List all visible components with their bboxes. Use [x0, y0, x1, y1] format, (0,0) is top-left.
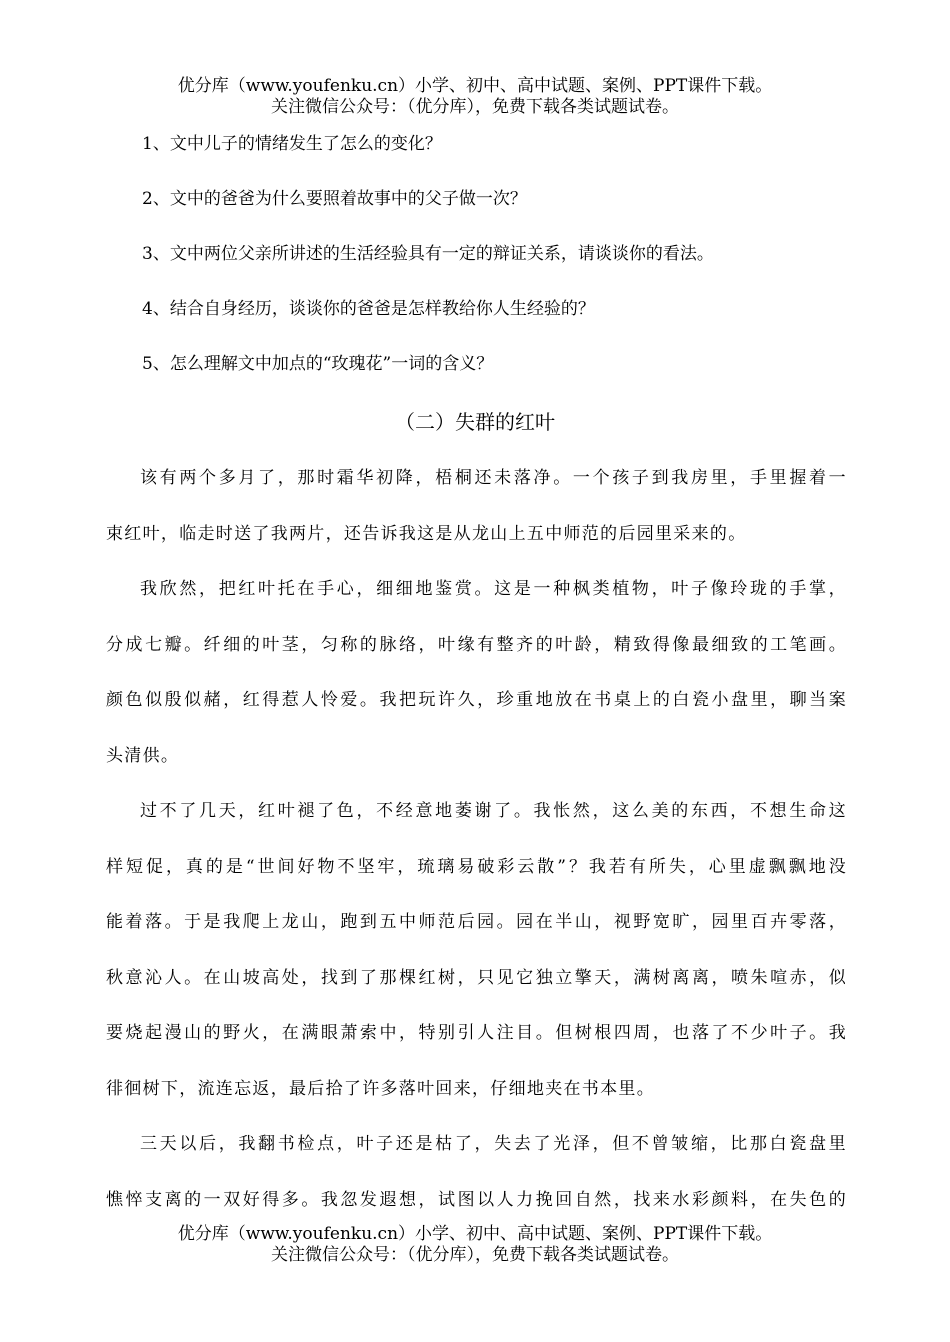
question-item: 3、文中两位父亲所讲述的生活经验具有一定的辩证关系，请谈谈你的看法。: [142, 244, 714, 264]
footer-line-1: 优分库（www.youfenku.cn）小学、初中、高中试题、案例、PPT课件下载。: [177, 1224, 773, 1244]
paragraph: [106, 1128, 847, 1216]
question-item: 4、结合自身经历，谈谈你的爸爸是怎样教给你人生经验的？: [142, 299, 595, 319]
paragraph-line: 分成七瓣。纤细的叶茎，匀称的脉络，叶缘有整齐的叶龄，精致得像最细致的工笔画。: [106, 634, 847, 655]
header-line-1: 优分库（www.youfenku.cn）小学、初中、高中试题、案例、PPT课件下载。: [177, 76, 773, 96]
paragraph: [106, 573, 847, 772]
footer-line-2: 关注微信公众号：（优分库），免费下载各类试题试卷。: [271, 1245, 679, 1265]
paragraph: [106, 795, 847, 1105]
paragraph-line: 秋意沁人。在山坡高处，找到了那棵红树，只见它独立擎天，满树离离，喷朱喧赤，似: [106, 967, 847, 988]
question-item: 1、文中儿子的情绪发生了怎么的变化？: [142, 134, 442, 154]
page-header: [0, 76, 950, 118]
header-line-2: 关注微信公众号：（优分库），免费下载各类试题试卷。: [271, 97, 679, 117]
paragraph-line: 憔悴支离的一双好得多。我忽发遐想，试图以人力挽回自然，找来水彩颜料，在失色的: [106, 1189, 847, 1210]
paragraph-line: 头清供。: [106, 745, 180, 766]
paragraph-line: 能着落。于是我爬上龙山，跑到五中师范后园。园在半山，视野宽旷，园里百卉零落，: [106, 912, 847, 932]
paragraph-line: 样短促，真的是“世间好物不坚牢，琉璃易破彩云散”？我若有所失，心里虚飘飘地没: [106, 856, 847, 877]
question-list: [142, 132, 862, 407]
paragraph-line: 束红叶，临走时送了我两片，还告诉我这是从龙山上五中师范的后园里采来的。: [106, 523, 747, 544]
paragraph-line: 要烧起漫山的野火，在满眼萧索中，特别引人注目。但树根四周，也落了不少叶子。我: [106, 1023, 847, 1043]
section-title: （二）失群的红叶: [395, 410, 555, 434]
paragraph-line: 过不了几天，红叶褪了色，不经意地萎谢了。我怅然，这么美的东西，不想生命这: [140, 801, 847, 821]
paragraph-line: 该有两个多月了，那时霜华初降，梧桐还未落净。一个孩子到我房里，手里握着一: [140, 468, 847, 488]
paragraph-line: 我欣然，把红叶托在手心，细细地鉴赏。这是一种枫类植物，叶子像玲珑的手掌，: [140, 579, 847, 599]
paragraph-line: 三天以后，我翻书检点，叶子还是枯了，失去了光泽，但不曾皱缩，比那白瓷盘里: [140, 1134, 847, 1154]
paragraph: [106, 462, 847, 550]
question-item: 5、怎么理解文中加点的“玫瑰花”一词的含义？: [142, 354, 494, 374]
article-body: [106, 462, 847, 1239]
paragraph-line: 徘徊树下，流连忘返，最后拾了许多落叶回来，仔细地夹在书本里。: [106, 1078, 655, 1099]
question-item: 2、文中的爸爸为什么要照着故事中的父子做一次？: [142, 189, 527, 209]
paragraph-line: 颜色似殷似赭，红得惹人怜爱。我把玩许久，珍重地放在书桌上的白瓷小盘里，聊当案: [106, 690, 847, 710]
page-footer: [0, 1224, 950, 1266]
